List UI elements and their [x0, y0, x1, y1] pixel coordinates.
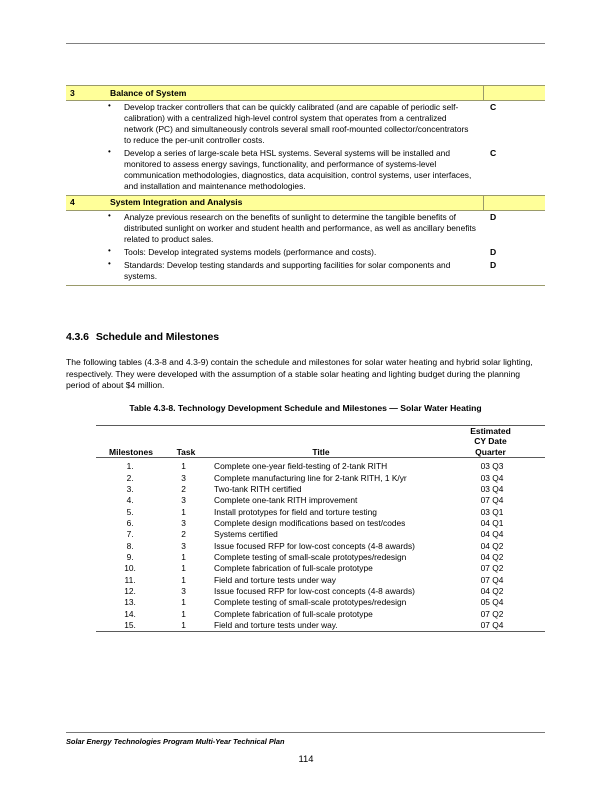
milestone-number: 11. — [124, 574, 136, 585]
section-title: Balance of System — [110, 86, 483, 101]
table-row — [66, 259, 545, 286]
milestone-title: Install prototypes for field and torture testing — [214, 506, 377, 517]
priority-code: C — [490, 101, 497, 112]
column-header-task: Task — [176, 446, 196, 457]
table-row — [96, 518, 545, 529]
section-heading-number: 4.3.6 — [66, 331, 89, 343]
section-heading-text: Schedule and Milestones — [95, 331, 220, 343]
estimated-date: 04 Q4 — [480, 529, 504, 540]
priority-table-body — [66, 86, 545, 286]
milestone-title: Complete manufacturing line for 2-tank RITH, 1 K/yr — [214, 472, 407, 483]
bullet-text-cell — [66, 246, 483, 259]
table-row — [96, 495, 545, 506]
bullet-text-cell — [66, 259, 483, 286]
task-number: 3 — [181, 540, 186, 551]
milestone-number: 6. — [126, 517, 134, 528]
estimated-date: 04 Q2 — [480, 586, 504, 597]
task-number: 3 — [181, 517, 186, 528]
task-number: 1 — [181, 608, 186, 619]
section-number: 3 — [66, 86, 110, 101]
table-row — [96, 461, 545, 472]
task-number: 1 — [181, 563, 186, 574]
table-header-row — [96, 426, 545, 457]
task-number: 3 — [181, 586, 186, 597]
milestone-number: 3. — [126, 483, 134, 494]
priority-code: D — [490, 246, 497, 257]
table-row — [96, 472, 545, 483]
milestone-title: Complete fabrication of full-scale prototype — [214, 563, 373, 574]
estimated-date: 04 Q2 — [480, 552, 504, 563]
table-row — [96, 597, 545, 608]
schedule-table-wrapper — [96, 425, 545, 632]
estimated-date: 05 Q4 — [480, 597, 504, 608]
bullet-text: • Analyze previous research on the benefits of sunlight to determine the tangible benefits of distributed sunlight on worker and student health and performance, as well as ancillary benefits related to product sales. — [108, 212, 477, 245]
schedule-table-body-wrapper — [96, 461, 545, 631]
estimated-date: 03 Q1 — [480, 506, 504, 517]
section-title: System Integration and Analysis — [110, 195, 483, 210]
milestone-title: Complete design modifications based on test/codes — [214, 517, 406, 528]
milestone-number: 2. — [126, 472, 134, 483]
page-number: 114 — [298, 753, 314, 764]
column-header-line2: CY Date — [474, 436, 507, 447]
priority-activities-table — [66, 85, 545, 286]
estimated-date: 03 Q3 — [480, 461, 504, 472]
table-row — [66, 246, 545, 259]
task-number: 1 — [181, 552, 186, 563]
estimated-date: 04 Q2 — [480, 540, 504, 551]
table-row — [96, 586, 545, 597]
section-header-row — [66, 86, 545, 101]
milestone-number: 1. — [126, 461, 134, 472]
bullet-text: • Tools: Develop integrated systems models (performance and costs). — [108, 247, 477, 258]
task-number: 1 — [181, 597, 186, 608]
milestone-number: 8. — [126, 540, 134, 551]
estimated-date: 07 Q4 — [480, 620, 504, 631]
table-row — [96, 506, 545, 517]
estimated-date: 03 Q4 — [480, 483, 504, 494]
table-row — [96, 620, 545, 631]
table-row — [96, 540, 545, 551]
milestone-number: 12. — [124, 586, 136, 597]
bullet-text-cell — [66, 210, 483, 246]
section-number: 4 — [66, 195, 110, 210]
column-header-milestones: Milestones — [109, 446, 153, 457]
bullet-text-cell — [66, 100, 483, 147]
task-number: 3 — [181, 472, 186, 483]
footer-divider — [66, 732, 545, 733]
schedule-table-head — [96, 426, 545, 457]
priority-code: C — [483, 147, 545, 196]
estimated-date: 07 Q4 — [480, 574, 504, 585]
bullet-text: • Develop a series of large-scale beta HSL systems. Several systems will be installed and monitored to assess energy savings, functionality, and performance of systems-level communication methodologies, diagnostics, data acquisition, control systems, user interfaces, and installation and maintenance methodologies. — [108, 148, 477, 192]
task-number: 1 — [181, 620, 186, 631]
table-row — [96, 552, 545, 563]
priority-code: D — [490, 211, 497, 222]
table-caption: Table 4.3-8. Technology Development Schedule and Milestones — Solar Water Heating — [129, 403, 482, 413]
estimated-date: 07 Q2 — [480, 563, 504, 574]
milestone-title: Complete testing of small-scale prototypes/redesign — [214, 597, 407, 608]
milestone-title: Complete fabrication of full-scale prototype — [214, 608, 373, 619]
milestone-title: Complete testing of small-scale prototypes/redesign — [214, 552, 407, 563]
estimated-date: 03 Q4 — [480, 472, 504, 483]
task-number: 1 — [181, 506, 186, 517]
milestone-number: 15. — [124, 620, 136, 631]
table-row — [96, 575, 545, 586]
section-paragraph: The following tables (4.3-8 and 4.3-9) contain the schedule and milestones for solar water heating and hybrid solar lighting, respectively. They were developed with the assumption of a stable solar heating and lighting budget during the planning period of about $4 million. — [66, 357, 533, 391]
table-row — [66, 147, 545, 196]
column-header-line3: Quarter — [475, 446, 506, 457]
task-number: 3 — [181, 495, 186, 506]
milestone-title: Two-tank RITH certified — [214, 483, 302, 494]
table-bottom-rule — [96, 631, 545, 632]
column-header-estimated-date — [436, 426, 545, 457]
schedule-milestones-table — [96, 426, 545, 457]
section-heading — [66, 331, 219, 343]
column-header-line1: Estimated — [470, 426, 511, 436]
bullet-text: • Develop tracker controllers that can be quickly calibrated (and are capable of periodic self-calibration) with a centralized high-level control system that operates from a centralized network (PC) and simultaneously controls several small roof-mounted collector/concentrators to reduce the per-unit controller costs. — [108, 102, 477, 146]
table-row — [66, 210, 545, 246]
milestone-number: 7. — [126, 529, 134, 540]
milestone-number: 9. — [126, 552, 134, 563]
milestone-title: Complete one-tank RITH improvement — [214, 495, 358, 506]
priority-code: D — [483, 259, 545, 286]
bullet-text: • Standards: Develop testing standards and supporting facilities for solar components and systems. — [108, 260, 477, 282]
section-header-row — [66, 195, 545, 210]
bullet-text-cell — [66, 147, 483, 196]
task-number: 1 — [181, 574, 186, 585]
milestone-number: 5. — [126, 506, 134, 517]
milestone-number: 14. — [124, 608, 136, 619]
task-number: 2 — [181, 529, 186, 540]
milestone-title: Issue focused RFP for low-cost concepts (4-8 awards) — [214, 586, 415, 597]
section-code-blank — [483, 86, 545, 101]
section-code-blank — [483, 195, 545, 210]
milestone-title: Systems certified — [214, 529, 278, 540]
task-number: 2 — [181, 483, 186, 494]
table-row — [96, 529, 545, 540]
milestone-number: 4. — [126, 495, 134, 506]
column-header-title: Title — [312, 446, 330, 457]
milestone-title: Issue focused RFP for low-cost concepts (4-8 awards) — [214, 540, 415, 551]
milestone-number: 10. — [124, 563, 136, 574]
table-row — [96, 563, 545, 574]
table-row — [66, 100, 545, 147]
estimated-date: 07 Q2 — [480, 608, 504, 619]
task-number: 1 — [181, 461, 186, 472]
table-row — [96, 484, 545, 495]
header-divider — [66, 43, 545, 44]
schedule-table-body — [96, 461, 545, 631]
milestone-number: 13. — [124, 597, 136, 608]
estimated-date: 04 Q1 — [480, 517, 504, 528]
estimated-date: 07 Q4 — [480, 495, 504, 506]
footer-title: Solar Energy Technologies Program Multi-Year Technical Plan — [66, 737, 285, 746]
milestone-title: Field and torture tests under way. — [214, 620, 338, 631]
milestone-title: Field and torture tests under way — [214, 574, 336, 585]
table-row — [96, 609, 545, 620]
milestone-title: Complete one-year field-testing of 2-tank RITH — [214, 461, 388, 472]
